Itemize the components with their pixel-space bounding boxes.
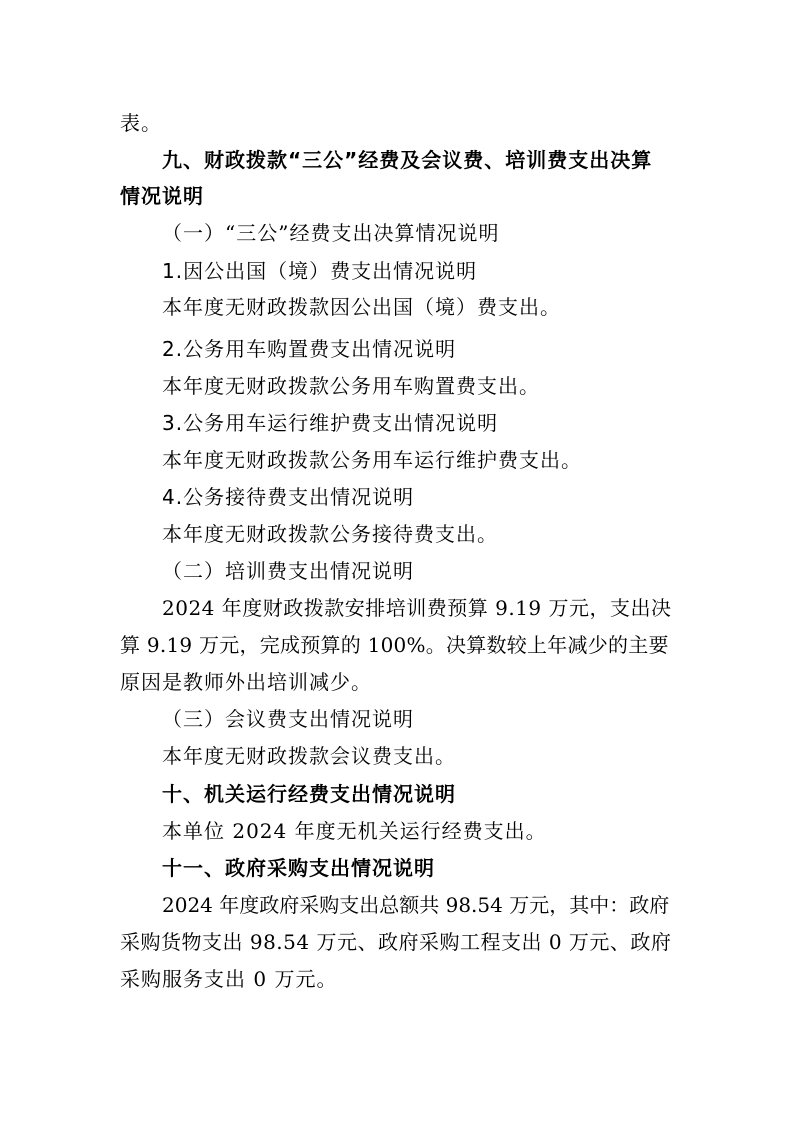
section-heading-nine-cont: 情况说明 (120, 184, 204, 208)
item-heading-4: 4.公务接待费支出情况说明 (162, 485, 415, 509)
item-text-2: 本年度无财政拨款公务用车购置费支出。 (162, 374, 540, 398)
subsection-heading-3: （三）会议费支出情况说明 (162, 707, 414, 731)
training-paragraph-line-2: 算 9.19 万元，完成预算的 100%。决算数较上年减少的主要 (120, 633, 669, 657)
text-line-continuation: 表。 (120, 111, 162, 135)
procurement-paragraph-line-1: 2024 年度政府采购支出总额共 98.54 万元，其中：政府 (162, 893, 670, 917)
training-paragraph-line-1: 2024 年度财政拨款安排培训费预算 9.19 万元，支出决 (162, 596, 672, 620)
subsection-heading-1: （一）“三公”经费支出决算情况说明 (162, 221, 500, 245)
item-text-1: 本年度无财政拨款因公出国（境）费支出。 (162, 295, 561, 319)
section-heading-eleven: 十一、政府采购支出情况说明 (162, 856, 435, 880)
operating-expense-text: 本单位 2024 年度无机关运行经费支出。 (162, 819, 547, 843)
meeting-text: 本年度无财政拨款会议费支出。 (162, 744, 456, 768)
procurement-paragraph-line-2: 采购货物支出 98.54 万元、政府采购工程支出 0 万元、政府 (120, 930, 672, 954)
subsection-heading-2: （二）培训费支出情况说明 (162, 559, 414, 583)
item-text-4: 本年度无财政拨款公务接待费支出。 (162, 522, 498, 546)
training-paragraph-line-3: 原因是教师外出培训减少。 (120, 670, 372, 694)
section-heading-ten: 十、机关运行经费支出情况说明 (162, 782, 456, 806)
item-heading-1: 1.因公出国（境）费支出情况说明 (162, 259, 478, 283)
procurement-paragraph-line-3: 采购服务支出 0 万元。 (120, 967, 338, 991)
item-text-3: 本年度无财政拨款公务用车运行维护费支出。 (162, 448, 582, 472)
section-heading-nine: 九、财政拨款“三公”经费及会议费、培训费支出决算 (162, 148, 653, 172)
item-heading-2: 2.公务用车购置费支出情况说明 (162, 337, 457, 361)
item-heading-3: 3.公务用车运行维护费支出情况说明 (162, 411, 499, 435)
